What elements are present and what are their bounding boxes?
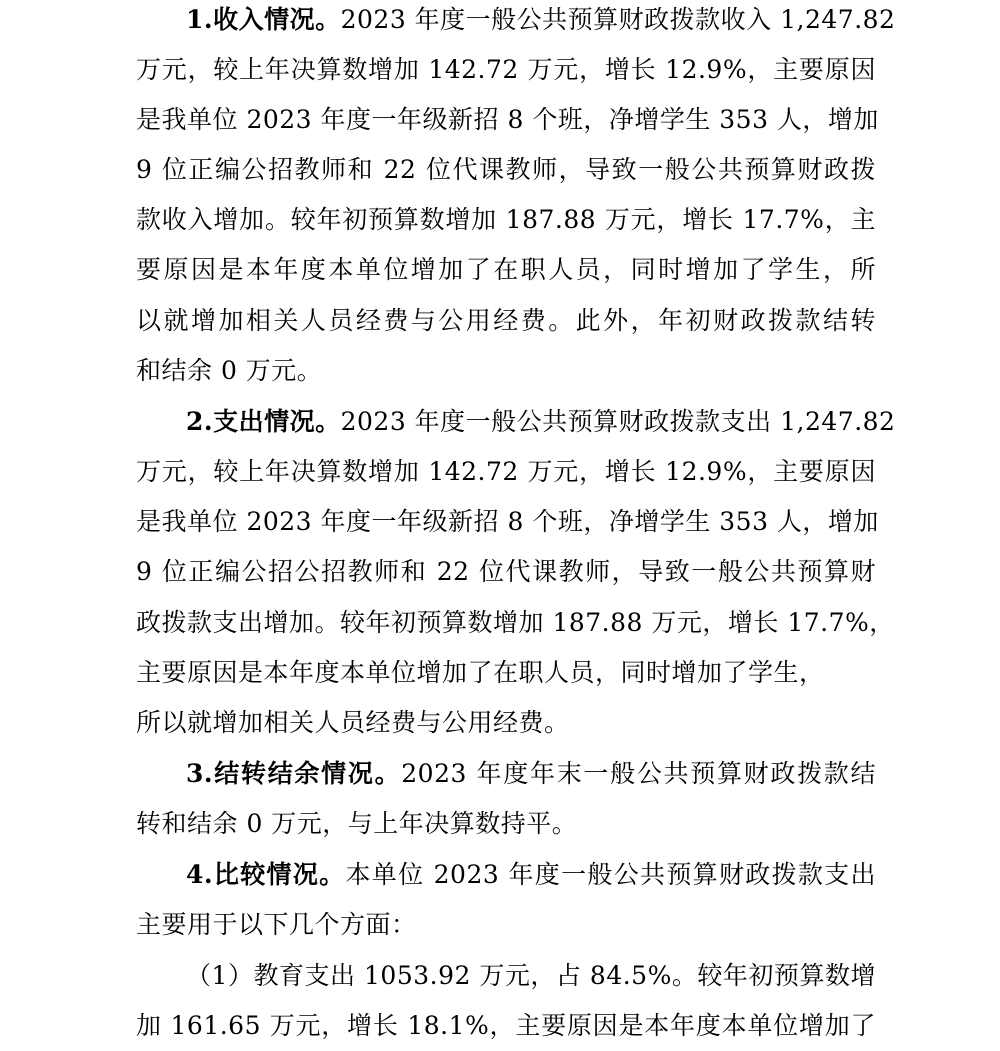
paragraph-1-text: 2023 年度一般公共预算财政拨款收入 1,247.82 [340,5,896,34]
paragraph-1-line-7: 以就增加相关人员经费与公用经费。此外，年初财政拨款结转 [136,306,876,335]
paragraph-3-line-2: 转和结余 0 万元，与上年决算数持平。 [136,809,578,838]
paragraph-2-line-1 [186,397,896,447]
paragraph-2-text: 2023 年度一般公共预算财政拨款支出 1,247.82 [340,407,896,436]
paragraph-2-line-3: 是我单位 2023 年度一年级新招 8 个班，净增学生 353 人，增加 [136,507,879,536]
paragraph-2-line-2: 万元，较上年决算数增加 142.72 万元，增长 12.9%，主要原因 [136,457,876,486]
paragraph-3-heading: 3.结转结余情况。 [186,759,402,788]
paragraph-4-heading: 4.比较情况。 [186,860,346,889]
paragraph-4-line-2: 主要用于以下几个方面： [136,910,417,939]
paragraph-3-line-1 [186,749,876,799]
paragraph-3-text: 2023 年度年末一般公共预算财政拨款结 [401,759,876,788]
paragraph-1-line-6: 要原因是本年度本单位增加了在职人员，同时增加了学生，所 [136,255,876,284]
paragraph-5-line-2: 加 161.65 万元，增长 18.1%，主要原因是本年度本单位增加了 [136,1011,876,1040]
paragraph-2-line-4: 9 位正编公招公招教师和 22 位代课教师，导致一般公共预算财 [136,557,876,586]
paragraph-1-line-4: 9 位正编公招教师和 22 位代课教师，导致一般公共预算财政拨 [136,155,876,184]
paragraph-1-line-3: 是我单位 2023 年度一年级新招 8 个班，净增学生 353 人，增加 [136,105,879,134]
paragraph-1-line-8: 和结余 0 万元。 [136,356,323,385]
paragraph-2-heading: 2.支出情况。 [186,407,341,436]
paragraph-4-line-1 [186,850,876,900]
paragraph-5-line-1: （1）教育支出 1053.92 万元，占 84.5%。较年初预算数增 [186,961,876,990]
paragraph-2-line-7: 所以就增加相关人员经费与公用经费。 [136,708,570,737]
paragraph-2-line-5: 政拨款支出增加。较年初预算数增加 187.88 万元，增长 17.7%， [136,608,895,637]
paragraph-4-text: 本单位 2023 年度一般公共预算财政拨款支出 [345,860,876,889]
paragraph-1-line-5: 款收入增加。较年初预算数增加 187.88 万元，增长 17.7%，主 [136,205,876,234]
paragraph-1-line-2: 万元，较上年决算数增加 142.72 万元，增长 12.9%，主要原因 [136,55,876,84]
paragraph-2-line-6: 主要原因是本年度本单位增加了在职人员，同时增加了学生， [136,658,825,687]
paragraph-1-line-1 [186,0,896,45]
paragraph-1-heading: 1.收入情况。 [186,5,341,34]
